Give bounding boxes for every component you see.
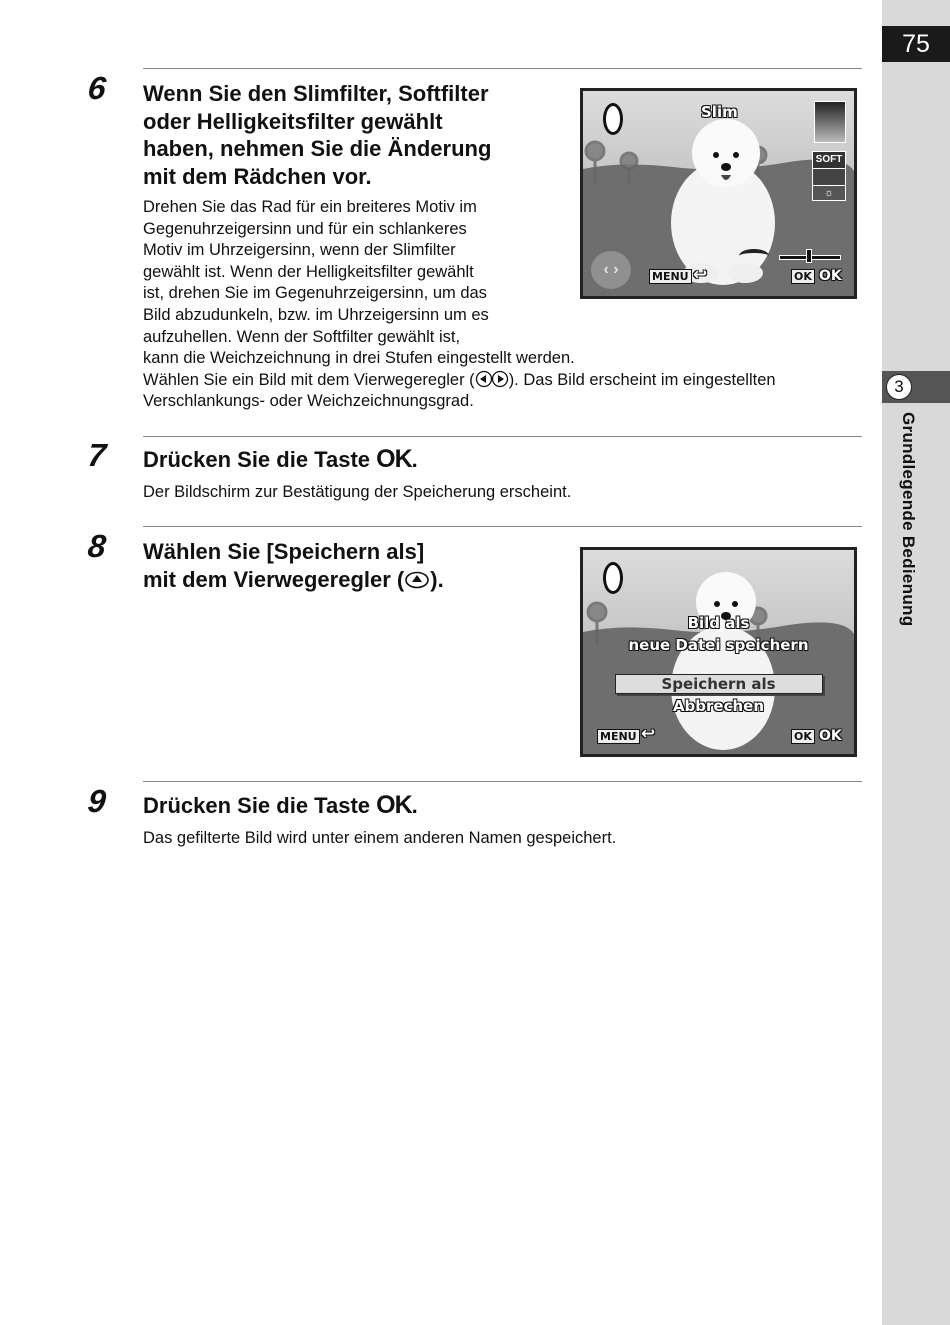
wheel-icon <box>739 249 769 263</box>
chapter-number: 3 <box>886 374 912 400</box>
step-9-title: Drücken Sie die Taste OK. <box>143 791 418 819</box>
chapter-title: Grundlegende Bedienung <box>899 412 918 627</box>
ok-key-glyph: OK <box>376 791 412 819</box>
brightness-bar <box>814 101 846 143</box>
step-number-7: 7 <box>86 437 108 473</box>
slim-slider-knob <box>806 249 812 263</box>
ok-label: OK <box>819 728 842 744</box>
step-number-8: 8 <box>86 528 108 564</box>
filter-label: Slim <box>701 103 738 121</box>
ok-button[interactable]: OK <box>791 269 815 284</box>
step-6-body: Drehen Sie das Rad für ein breiteres Motiv im Gegenuhrzeigersinn und für ein schlankeres Motiv im Uhrzeigersinn, wenn der Slimfilter gewählt ist. Wenn der Helligkeitsfilter gewählt ist, drehen Sie im Gegenuhrzeigersinn, um das Bild abzudunkeln, bzw. im Uhrzeigersinn um es aufzuhellen. Wenn der Softfilter gewählt ist, kann die Weichzeichnung in drei Stufen eingestellt werden. Wählen Sie ein Bild mit dem Vierwegeregler ( ). Das Bild erscheint im eingestellten Verschlankungs- oder Weichzeichnungsgrad. <box>143 198 776 411</box>
step-7-body: Der Bildschirm zur Bestätigung der Speicherung erscheint. <box>143 483 572 501</box>
ok-label: OK <box>819 268 842 284</box>
divider <box>143 781 862 782</box>
four-way-left-right-icon: ‹ › <box>591 251 631 289</box>
save-prompt-line1: Bild als <box>687 614 750 632</box>
ok-key-glyph: OK <box>376 445 412 473</box>
step-8-title: Wählen Sie [Speichern als] mit dem Vierwegeregler ( ). <box>143 539 444 592</box>
cancel-option[interactable]: Abbrechen <box>672 697 765 715</box>
step-number-6: 6 <box>86 70 108 106</box>
step-6-title: Wenn Sie den Slimfilter, Softfilter oder Helligkeitsfilter gewählt haben, nehmen Sie die Änderung mit dem Rädchen vor. <box>143 81 492 189</box>
step-9-body: Das gefilterte Bild wird unter einem anderen Namen gespeichert. <box>143 829 617 847</box>
save-as-option-label: Speichern als <box>661 675 776 693</box>
divider <box>143 68 862 69</box>
page-number: 75 <box>882 26 950 62</box>
portrait-filter-icon[interactable] <box>812 168 846 186</box>
dial-icon <box>603 103 623 135</box>
divider <box>143 526 862 527</box>
back-icon: ↩ <box>693 265 708 285</box>
menu-button[interactable]: MENU <box>649 269 692 284</box>
chapter-sidebar <box>882 0 950 1325</box>
divider <box>143 436 862 437</box>
camera-screen-slim-filter <box>580 88 857 299</box>
camera-screen-save-confirm <box>580 547 857 757</box>
save-prompt-line2: neue Datei speichern <box>628 636 809 654</box>
four-way-left-right-icon <box>475 370 509 388</box>
step-7-title: Drücken Sie die Taste OK. <box>143 445 418 473</box>
dial-icon <box>603 562 623 594</box>
step-number-9: 9 <box>86 783 108 819</box>
brightness-filter-icon[interactable]: ☼ <box>812 185 846 201</box>
ok-button[interactable]: OK <box>791 729 815 744</box>
menu-button[interactable]: MENU <box>597 729 640 744</box>
soft-filter-icon[interactable]: SOFT <box>812 151 846 169</box>
back-icon: ↩ <box>641 724 656 744</box>
four-way-up-icon <box>404 571 430 589</box>
